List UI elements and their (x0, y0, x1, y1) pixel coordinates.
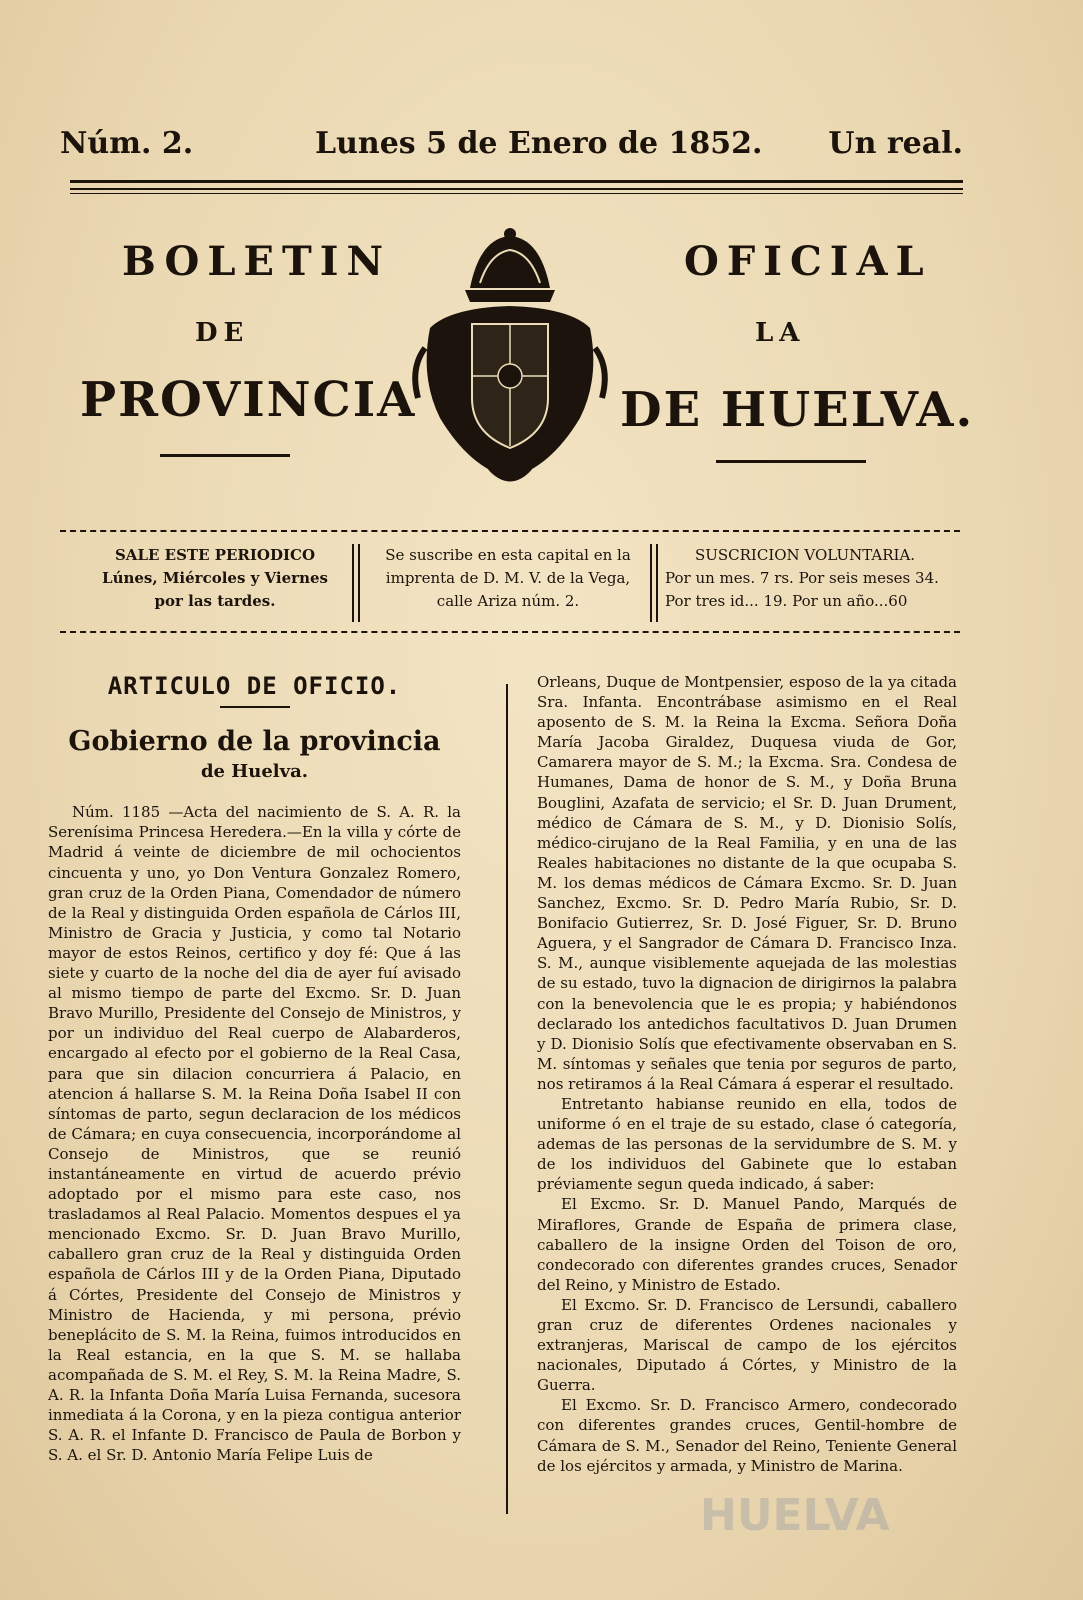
subscription-line: calle Ariza núm. 2. (436, 592, 580, 610)
schedule-line: SALE ESTE PERIODICO (114, 546, 316, 564)
masthead-ornament (160, 454, 290, 457)
article-paragraph: Entretanto habianse reunido en ella, todos de uniforme ó en el traje de su estado, clase ó categoría, ademas de las personas de la servidumbre de S. M. y de los individuos del Gabinete que lo estaban préviamente segun queda indicado, á saber: (537, 1094, 957, 1194)
issue-number: Núm. 2. (60, 126, 194, 161)
header-rule (70, 180, 963, 183)
subscription-prices (665, 544, 945, 626)
article-paragraph: Núm. 1185 —Acta del nacimiento de S. A. R. la Serenísima Princesa Heredera.—En la villa y córte de Madrid á veinte de diciembre de mil ochocientos cincuenta y uno, yo Don Ventura Gonzalez Romero, gran cruz de la Orden Piana, Comendador de número de la Real y distinguida Orden española de Cárlos III, Ministro de Gracia y Justicia, y como tal Notario mayor de estos Reinos, certifico y doy fé: Que á las siete y cuarto de la noche del dia de ayer fuí avisado al mismo tiempo de parte del Excmo. Sr. D. Juan Bravo Murillo, Presidente del Consejo de Ministros, y por un individuo del Real cuerpo de Alabarderos, encargado al efecto por el gobierno de la Real Casa, para que sin dilacion concurriera á Palacio, en atencion á hallarse S. M. la Reina Doña Isabel II con síntomas de parto, segun declaracion de los médicos de Cámara; en cuya consecuencia, incorporándome al Consejo de Ministros, que se reunió instantáneamente en virtud de acuerdo prévio adoptado por el mismo para este caso, nos trasladamos al Real Palacio. Momentos despues el ya mencionado Excmo. Sr. D. Juan Bravo Murillo, caballero gran cruz de la Real y distinguida Orden española de Cárlos III y de la Orden Piana, Diputado á Córtes, Presidente del Consejo de Ministros y Ministro de Hacienda, y mi persona, prévio beneplácito de S. M. la Reina, fuimos introducidos en la Real estancia, en la que S. M. se hallaba acompañada de S. M. el Rey, S. M. la Reina Madre, S. A. R. la Infanta Doña María Luisa Fernanda, sucesora inmediata á la Corona, y en la pieza contigua anterior S. A. R. el Infante D. Francisco de Paula de Borbon y S. A. el Sr. D. Antonio María Felipe Luis de (48, 803, 461, 1465)
schedule-line: por las tardes. (154, 592, 276, 610)
issue-price: Un real. (828, 126, 963, 161)
section-title: ARTICULO DE OFICIO. (107, 672, 402, 700)
article-column-left (48, 672, 461, 1465)
price-line: Por un mes. 7 rs. Por seis meses 34. (665, 569, 939, 587)
ornamental-border (60, 631, 960, 641)
masthead-boletin: BOLETIN (122, 238, 392, 285)
article-paragraph: El Excmo. Sr. D. Francisco Armero, condecorado con diferentes grandes cruces, Gentil-hombre de Cámara de S. M., Senador del Reino, Teniente General de los ejércitos y armada, y Ministro de Marina. (537, 1396, 957, 1475)
schedule-line: Lúnes, Miércoles y Viernes (102, 569, 328, 587)
article-paragraph: El Excmo. Sr. D. Manuel Pando, Marqués de Miraflores, Grande de España de primera clase, caballero de la insigne Orden del Toison de oro, condecorado con diferentes grandes cruces, Senador del Reino, y Ministro de Estado. (537, 1195, 957, 1294)
masthead-ornament (716, 460, 866, 463)
price-line: Por tres id... 19. Por un año...60 (665, 592, 908, 610)
subscription-line: Se suscribe en esta capital en la (385, 546, 631, 564)
column-rule (506, 684, 508, 1514)
subscription-line: imprenta de D. M. V. de la Vega, (385, 569, 631, 587)
ornamental-border (60, 530, 960, 540)
archive-watermark: HUELVA (700, 1490, 890, 1541)
masthead-oficial: OFICIAL (684, 238, 932, 285)
article-heading: Gobierno de la provincia (68, 726, 441, 758)
section-rule (220, 706, 290, 708)
publication-info (60, 544, 960, 626)
column-divider (352, 544, 360, 622)
header-rule (70, 193, 963, 194)
issue-header (60, 118, 963, 168)
royal-coat-of-arms-icon (410, 228, 610, 490)
column-divider (650, 544, 658, 622)
header-rule (70, 188, 963, 190)
masthead-de: DE (195, 318, 250, 348)
price-line: SUSCRICION VOLUNTARIA. (694, 546, 916, 564)
article-paragraph: El Excmo. Sr. D. Francisco de Lersundi, caballero gran cruz de diferentes Ordenes nacionales y extranjeras, Mariscal de campo de los ejércitos nacionales, Diputado á Córtes, y Ministro de la Guerra. (537, 1295, 957, 1395)
issue-date: Lunes 5 de Enero de 1852. (315, 126, 763, 161)
article-paragraph: Orleans, Duque de Montpensier, esposo de la ya citada Sra. Infanta. Encontrábase asimismo en el Real aposento de S. M. la Reina la Excma. Señora Doña María Jacoba Giraldez, Duquesa viuda de Gor, Camarera mayor de S. M.; la Excma. Sra. Condesa de Humanes, Dama de honor de S. M., y Doña Bruna Bouglini, Azafata de servicio; el Sr. D. Juan Drument, médico de Cámara de S. M., y D. Dionisio Solís, médico-cirujano de la Real Familia, y en una de las Reales habitaciones no distante de la que ocupaba S. M. los demas médicos de Cámara Excmo. Sr. D. Juan Sanchez, Excmo. Sr. D. Pedro María Rubio, Sr. D. Bonifacio Gutierrez, Sr. D. José Figuer, Sr. D. Bruno Aguera, y el Sangrador de Cámara D. Francisco Inza. S. M., aunque visiblemente aquejada de las molestias de su estado, tuvo la dignacion de dirigirnos la palabra con la benevolencia que le es propia; y habiéndonos declarado los antedichos facultativos D. Juan Drumen y D. Dionisio Solís que efectivamente observaban en S. M. síntomas y señales que tenia por seguros de parto, nos retiramos á la Real Cámara á esperar el resultado. (537, 673, 957, 1093)
masthead-de-huelva: DE HUELVA. (620, 382, 975, 438)
article-subheading: de Huelva. (200, 761, 309, 783)
article-column-right (537, 672, 957, 1476)
masthead-provincia: PROVINCIA (80, 372, 417, 428)
schedule-info (80, 544, 350, 626)
masthead-la: LA (755, 318, 806, 348)
subscription-place (368, 544, 648, 626)
